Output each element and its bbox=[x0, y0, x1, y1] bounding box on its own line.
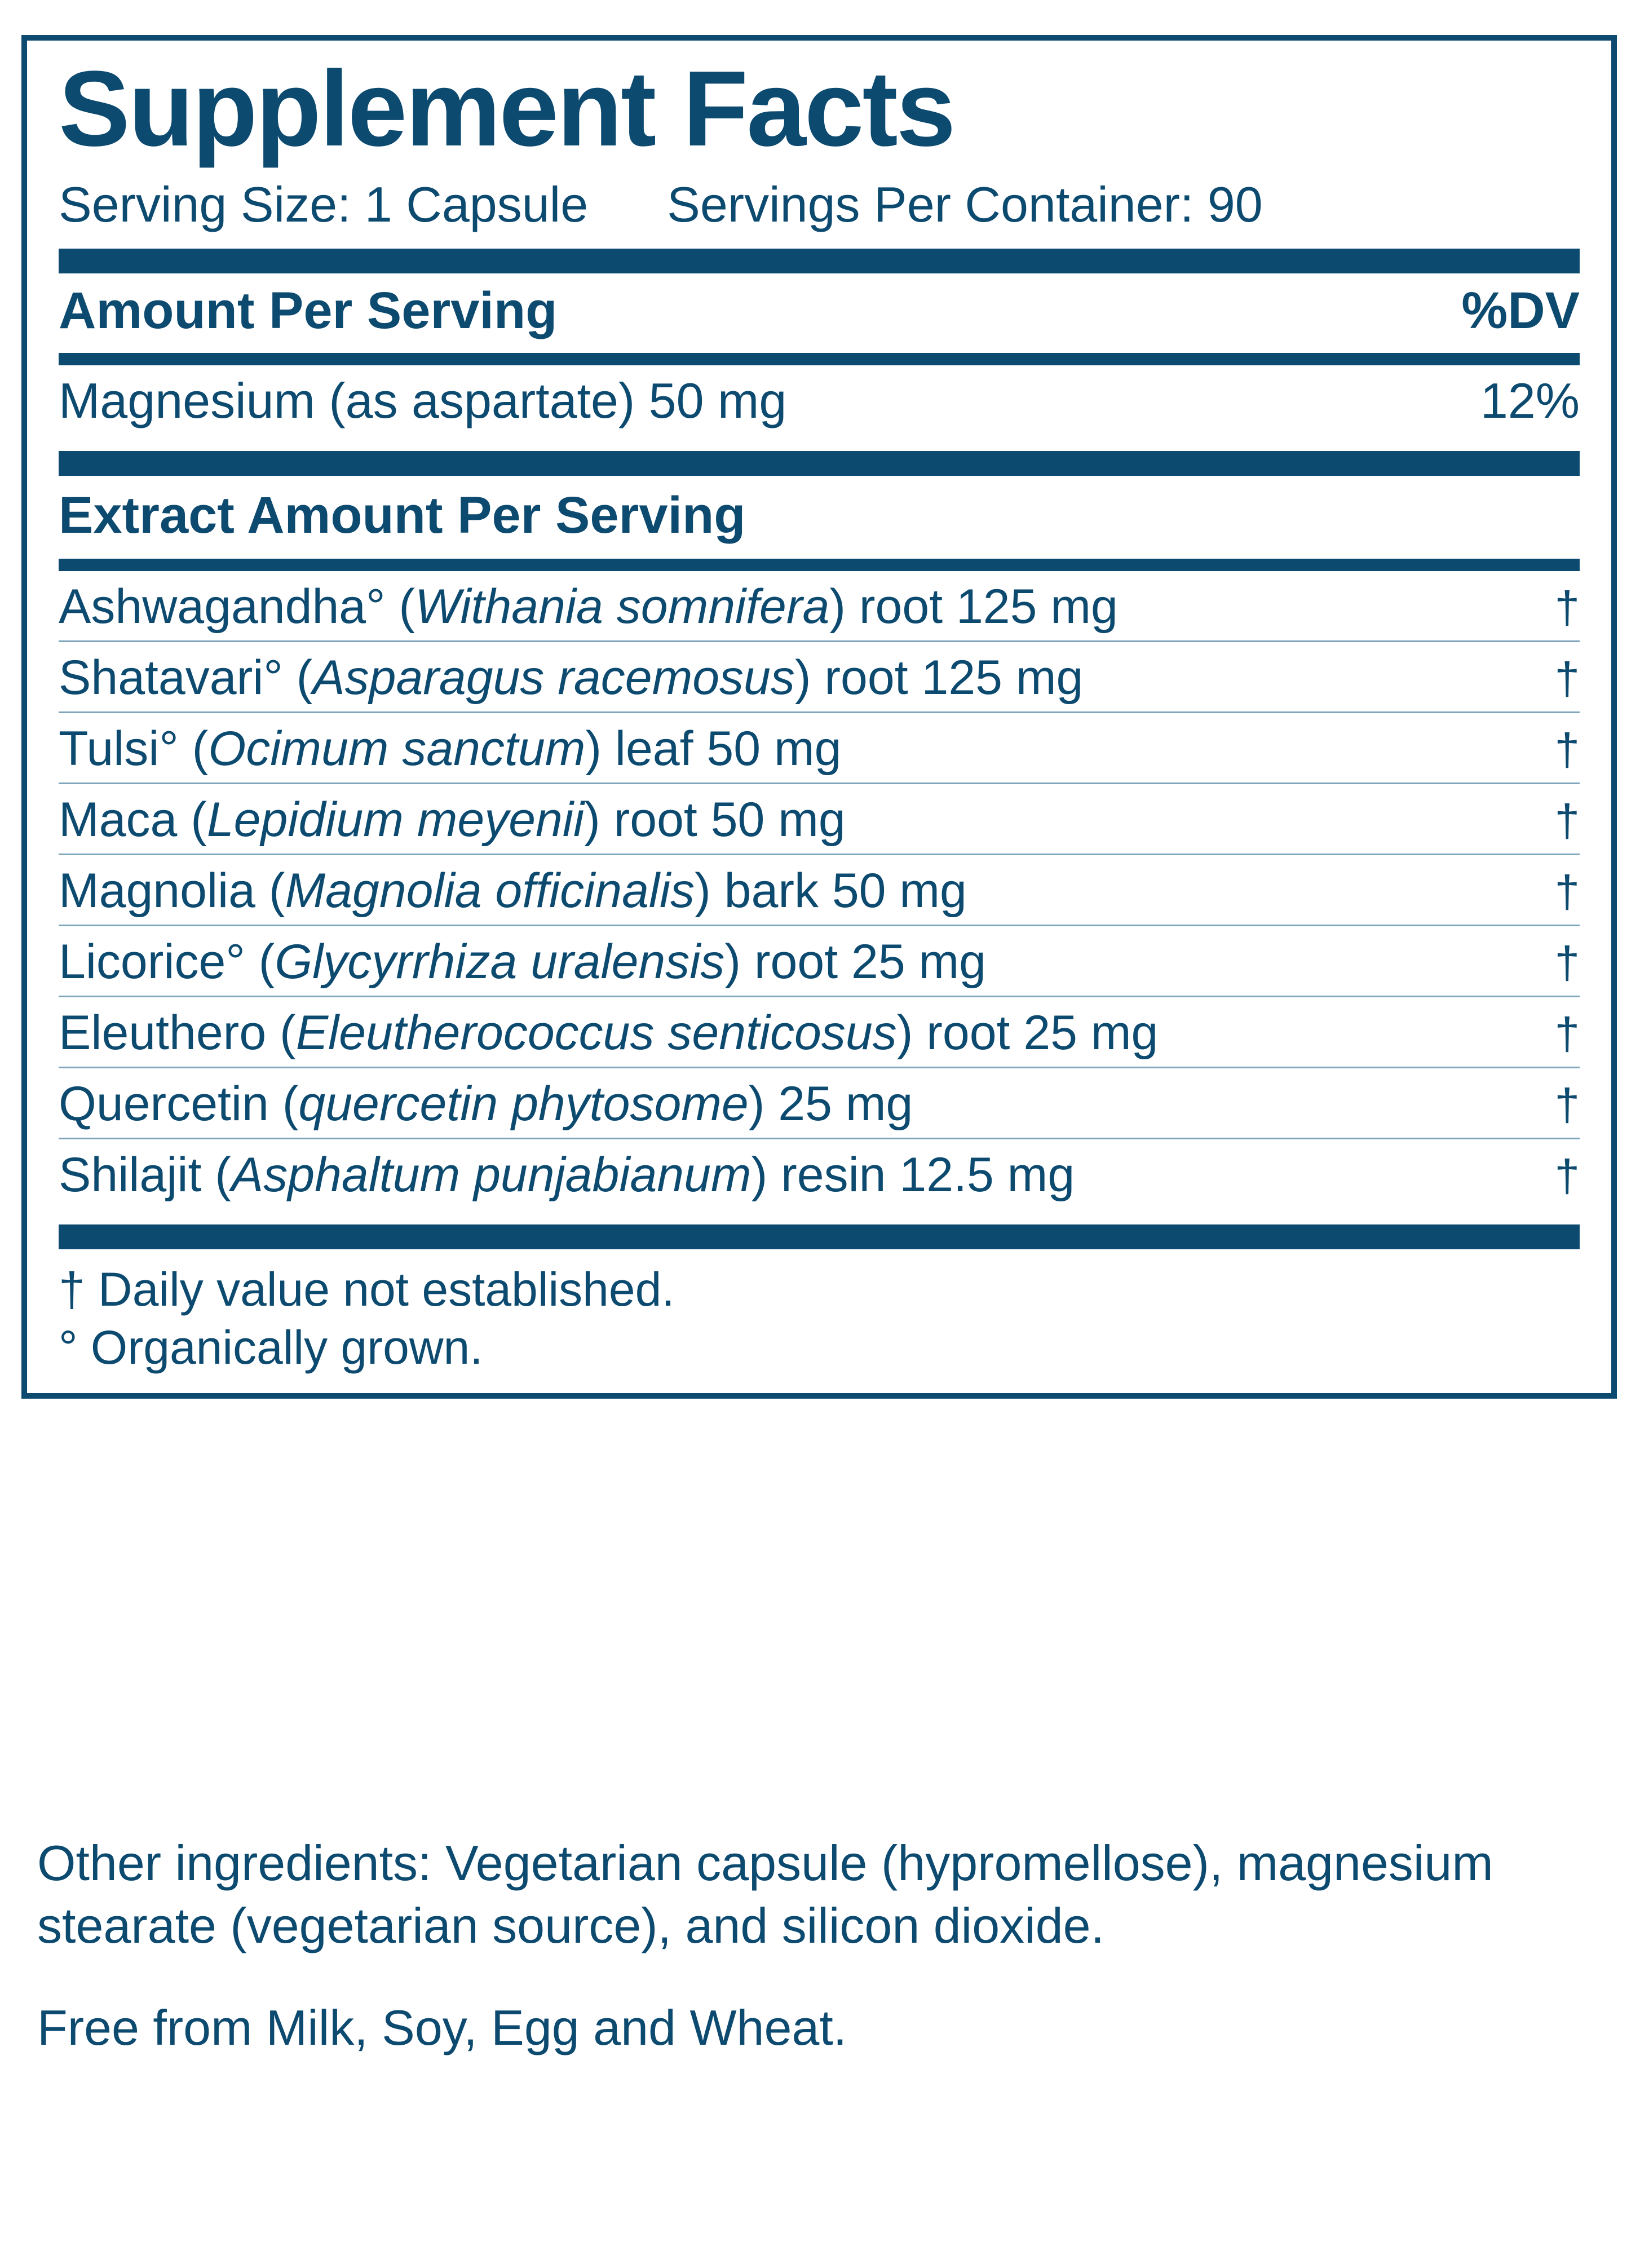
extract-name: Shatavari° (Asparagus racemosus) root 125 mg bbox=[59, 651, 1084, 705]
extract-row bbox=[59, 784, 1580, 855]
extract-row bbox=[59, 713, 1580, 784]
extract-name: Shilajit (Asphaltum punjabianum) resin 12.5 mg bbox=[59, 1148, 1075, 1202]
divider-thick-2 bbox=[59, 451, 1580, 476]
extract-row bbox=[59, 997, 1580, 1068]
extract-dv: † bbox=[1554, 1151, 1580, 1201]
serving-info bbox=[59, 176, 1580, 233]
nutrient-row bbox=[59, 365, 1580, 435]
extract-name: Quercetin (quercetin phytosome) 25 mg bbox=[59, 1077, 913, 1131]
extract-dv: † bbox=[1554, 724, 1580, 775]
extract-name: Ashwagandha° (Withania somnifera) root 125 mg bbox=[59, 580, 1118, 634]
extract-dv: † bbox=[1554, 938, 1580, 988]
footnotes bbox=[59, 1249, 1580, 1376]
extract-name: Tulsi° (Ocimum sanctum) leaf 50 mg bbox=[59, 722, 842, 776]
serving-size: Serving Size: 1 Capsule bbox=[59, 176, 589, 232]
allergen-statement: Free from Milk, Soy, Egg and Wheat. bbox=[37, 1999, 847, 2055]
footnote-daily-value: † Daily value not established. bbox=[59, 1263, 675, 1316]
divider-medium-2 bbox=[59, 559, 1580, 571]
nutrient-dv: 12% bbox=[1480, 373, 1580, 429]
footnote-organic: ° Organically grown. bbox=[59, 1320, 483, 1374]
extract-amount-header: Extract Amount Per Serving bbox=[59, 487, 746, 545]
extract-row bbox=[59, 1139, 1580, 1209]
divider-thick-top bbox=[59, 249, 1580, 273]
extract-name: Licorice° (Glycyrrhiza uralensis) root 25 mg bbox=[59, 935, 987, 989]
extract-name: Maca (Lepidium meyenii) root 50 mg bbox=[59, 793, 846, 847]
extract-row bbox=[59, 926, 1580, 997]
divider-medium-1 bbox=[59, 353, 1580, 365]
spacer bbox=[37, 1957, 1593, 1997]
extract-dv: † bbox=[1554, 582, 1580, 633]
daily-value-label: %DV bbox=[1461, 282, 1580, 340]
extract-row bbox=[59, 571, 1580, 642]
amount-per-serving-header bbox=[59, 273, 1580, 347]
other-ingredients: Other ingredients: Vegetarian capsule (hypromellose), magnesium stearate (vegetarian source), and silicon dioxide. bbox=[37, 1835, 1493, 1953]
divider-thick-3 bbox=[59, 1224, 1580, 1249]
page-title: Supplement Facts bbox=[59, 49, 954, 169]
outer-text-block bbox=[37, 1832, 1593, 2059]
extract-dv: † bbox=[1554, 1080, 1580, 1130]
extract-name: Eleuthero (Eleutherococcus senticosus) root 25 mg bbox=[59, 1006, 1159, 1060]
extract-row bbox=[59, 642, 1580, 713]
extract-dv: † bbox=[1554, 653, 1580, 704]
extract-row bbox=[59, 855, 1580, 926]
nutrient-name: Magnesium (as aspartate) 50 mg bbox=[59, 373, 787, 429]
extract-dv: † bbox=[1554, 1009, 1580, 1059]
supplement-facts-panel bbox=[21, 35, 1617, 1399]
extract-row bbox=[59, 1068, 1580, 1139]
servings-per-container: Servings Per Container: 90 bbox=[667, 176, 1263, 232]
extract-name: Magnolia (Magnolia officinalis) bark 50 mg bbox=[59, 864, 967, 918]
amount-per-serving-label: Amount Per Serving bbox=[59, 282, 558, 340]
extract-dv: † bbox=[1554, 795, 1580, 846]
extract-list bbox=[59, 571, 1580, 1209]
extract-dv: † bbox=[1554, 866, 1580, 917]
